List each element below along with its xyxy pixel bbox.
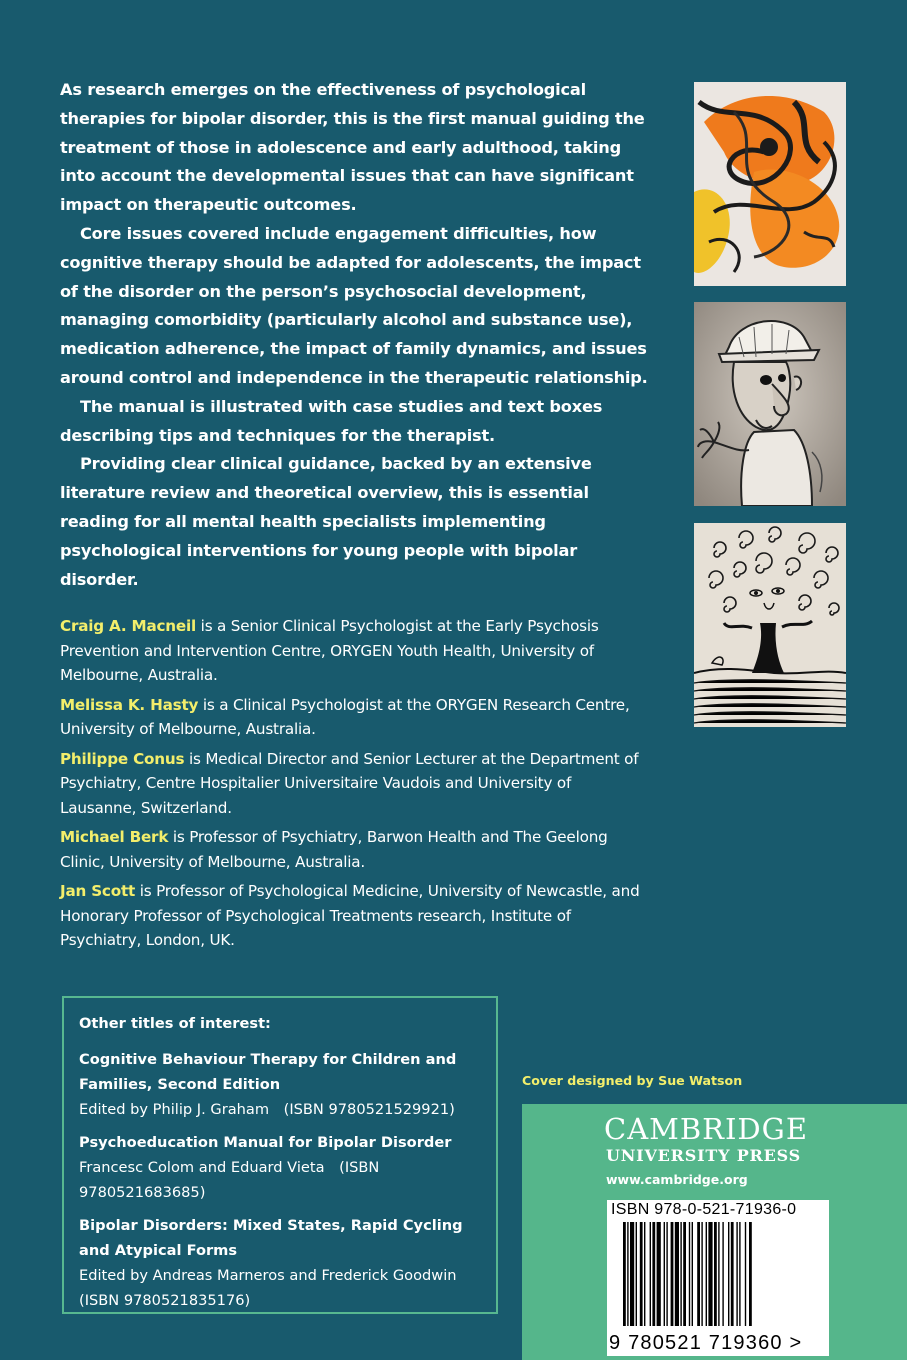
barcode-bar <box>697 1222 700 1326</box>
author-entry <box>60 825 650 874</box>
sketch-figure-artwork <box>694 302 846 506</box>
barcode-bar <box>640 1222 643 1326</box>
cover-designer-credit: Cover designed by Sue Watson <box>522 1073 743 1088</box>
barcode-bar <box>683 1222 686 1326</box>
barcode-bar <box>736 1222 737 1326</box>
barcode-bar <box>728 1222 729 1326</box>
other-titles-heading: Other titles of interest: <box>79 1015 271 1032</box>
barcode-bar <box>652 1222 655 1326</box>
author-bio: is Medical Director and Senior Lecturer at the Department of Psychiatry, Centre Hospitalier Universitaire Vaudois and University of Lausanne, Switzerland. <box>60 749 639 817</box>
spiral-tree-artwork <box>694 523 846 727</box>
barcode-bar <box>731 1222 734 1326</box>
description-paragraph: Core issues covered include engagement difficulties, how cognitive therapy should be adapted for adolescents, the impact of the disorder on the person’s psychosocial development, managing comorbidity (particularly alcohol and substance use), medication adherence, the impact of family dynamics, and issues around control and independence in the therapeutic relationship. <box>60 223 648 387</box>
isbn-barcode <box>607 1200 829 1356</box>
book-info: Edited by Philip J. Graham (ISBN 9780521529921) <box>79 1101 455 1118</box>
barcode-bar <box>623 1222 626 1326</box>
book-info: Edited by Andreas Marneros and Frederick Goodwin (ISBN 9780521835176) <box>79 1267 457 1309</box>
author-bio: is Professor of Psychiatry, Barwon Health and The Geelong Clinic, University of Melbourne, Australia. <box>60 828 608 871</box>
author-bio: is Professor of Psychological Medicine, University of Newcastle, and Honorary Professor of Psychological Treatments research, Institute of Psychiatry, London, UK. <box>60 882 640 949</box>
barcode-bar <box>671 1222 674 1326</box>
publisher-url: www.cambridge.org <box>606 1172 748 1187</box>
barcode-bar <box>722 1222 723 1326</box>
barcode-bar <box>664 1222 665 1326</box>
book-title: Cognitive Behaviour Therapy for Children and Families, Second Edition <box>79 1051 457 1093</box>
publisher-name: CAMBRIDGE <box>604 1112 809 1146</box>
barcode-bar <box>745 1222 746 1326</box>
barcode-bar <box>718 1222 719 1326</box>
barcode-bar <box>644 1222 645 1326</box>
isbn-label: ISBN 978-0-521-71936-0 <box>611 1201 797 1218</box>
other-titles-box <box>62 996 498 1314</box>
author-name: Philippe Conus <box>60 749 185 768</box>
barcode-bar <box>657 1222 661 1326</box>
author-entry <box>60 879 650 953</box>
barcode-bar <box>627 1222 628 1326</box>
author-bio: is a Senior Clinical Psychologist at the Early Psychosis Prevention and Intervention Centre, ORYGEN Youth Health, University of Melbourne, Australia. <box>60 617 599 684</box>
barcode-number: 9 780521 719360 > <box>609 1332 803 1354</box>
author-entry <box>60 693 650 742</box>
barcode-bar <box>706 1222 707 1326</box>
book-title: Psychoeducation Manual for Bipolar Disorder <box>79 1134 452 1151</box>
barcode-bars-icon <box>607 1222 829 1330</box>
publisher-block <box>522 1104 907 1360</box>
barcode-bar <box>675 1222 679 1326</box>
author-name: Craig A. Macneil <box>60 617 197 635</box>
publisher-subtitle: UNIVERSITY PRESS <box>606 1146 801 1165</box>
author-name: Michael Berk <box>60 828 169 846</box>
abstract-painting-artwork <box>694 82 846 286</box>
description-paragraph: The manual is illustrated with case studies and text boxes describing tips and techniques for the therapist. <box>60 396 603 445</box>
barcode-bar <box>714 1222 717 1326</box>
barcode-bar <box>666 1222 667 1326</box>
book-info: Francesc Colom and Eduard Vieta (ISBN 9780521683685) <box>79 1159 380 1201</box>
barcode-bar <box>708 1222 712 1326</box>
barcode-bar <box>701 1222 702 1326</box>
author-bio: is a Clinical Psychologist at the ORYGEN Research Centre, University of Melbourne, Australia. <box>60 695 630 738</box>
barcode-bar <box>636 1222 637 1326</box>
author-entry <box>60 614 650 688</box>
barcode-bar <box>650 1222 651 1326</box>
author-bios <box>60 614 650 958</box>
author-entry <box>60 747 650 821</box>
barcode-bar <box>630 1222 634 1326</box>
book-title: Bipolar Disorders: Mixed States, Rapid Cycling and Atypical Forms <box>79 1217 463 1259</box>
author-name: Jan Scott <box>60 882 136 900</box>
author-name: Melissa K. Hasty <box>60 695 199 714</box>
description-blurb <box>60 76 660 594</box>
barcode-bar <box>689 1222 690 1326</box>
barcode-bar <box>680 1222 681 1326</box>
description-paragraph: As research emerges on the effectiveness of psychological therapies for bipolar disorder, this is the first manual guiding the treatment of those in adolescence and early adulthood, taking into account the developmental issues that can have significant impact on therapeutic outcomes. <box>60 80 645 215</box>
barcode-bar <box>692 1222 693 1326</box>
barcode-bar <box>739 1222 740 1326</box>
barcode-bar <box>749 1222 752 1326</box>
description-paragraph: Providing clear clinical guidance, backed by an extensive literature review and theoretical overview, this is essential reading for all mental health specialists implementing psychological interventions for young people with bipolar disorder. <box>60 454 592 589</box>
